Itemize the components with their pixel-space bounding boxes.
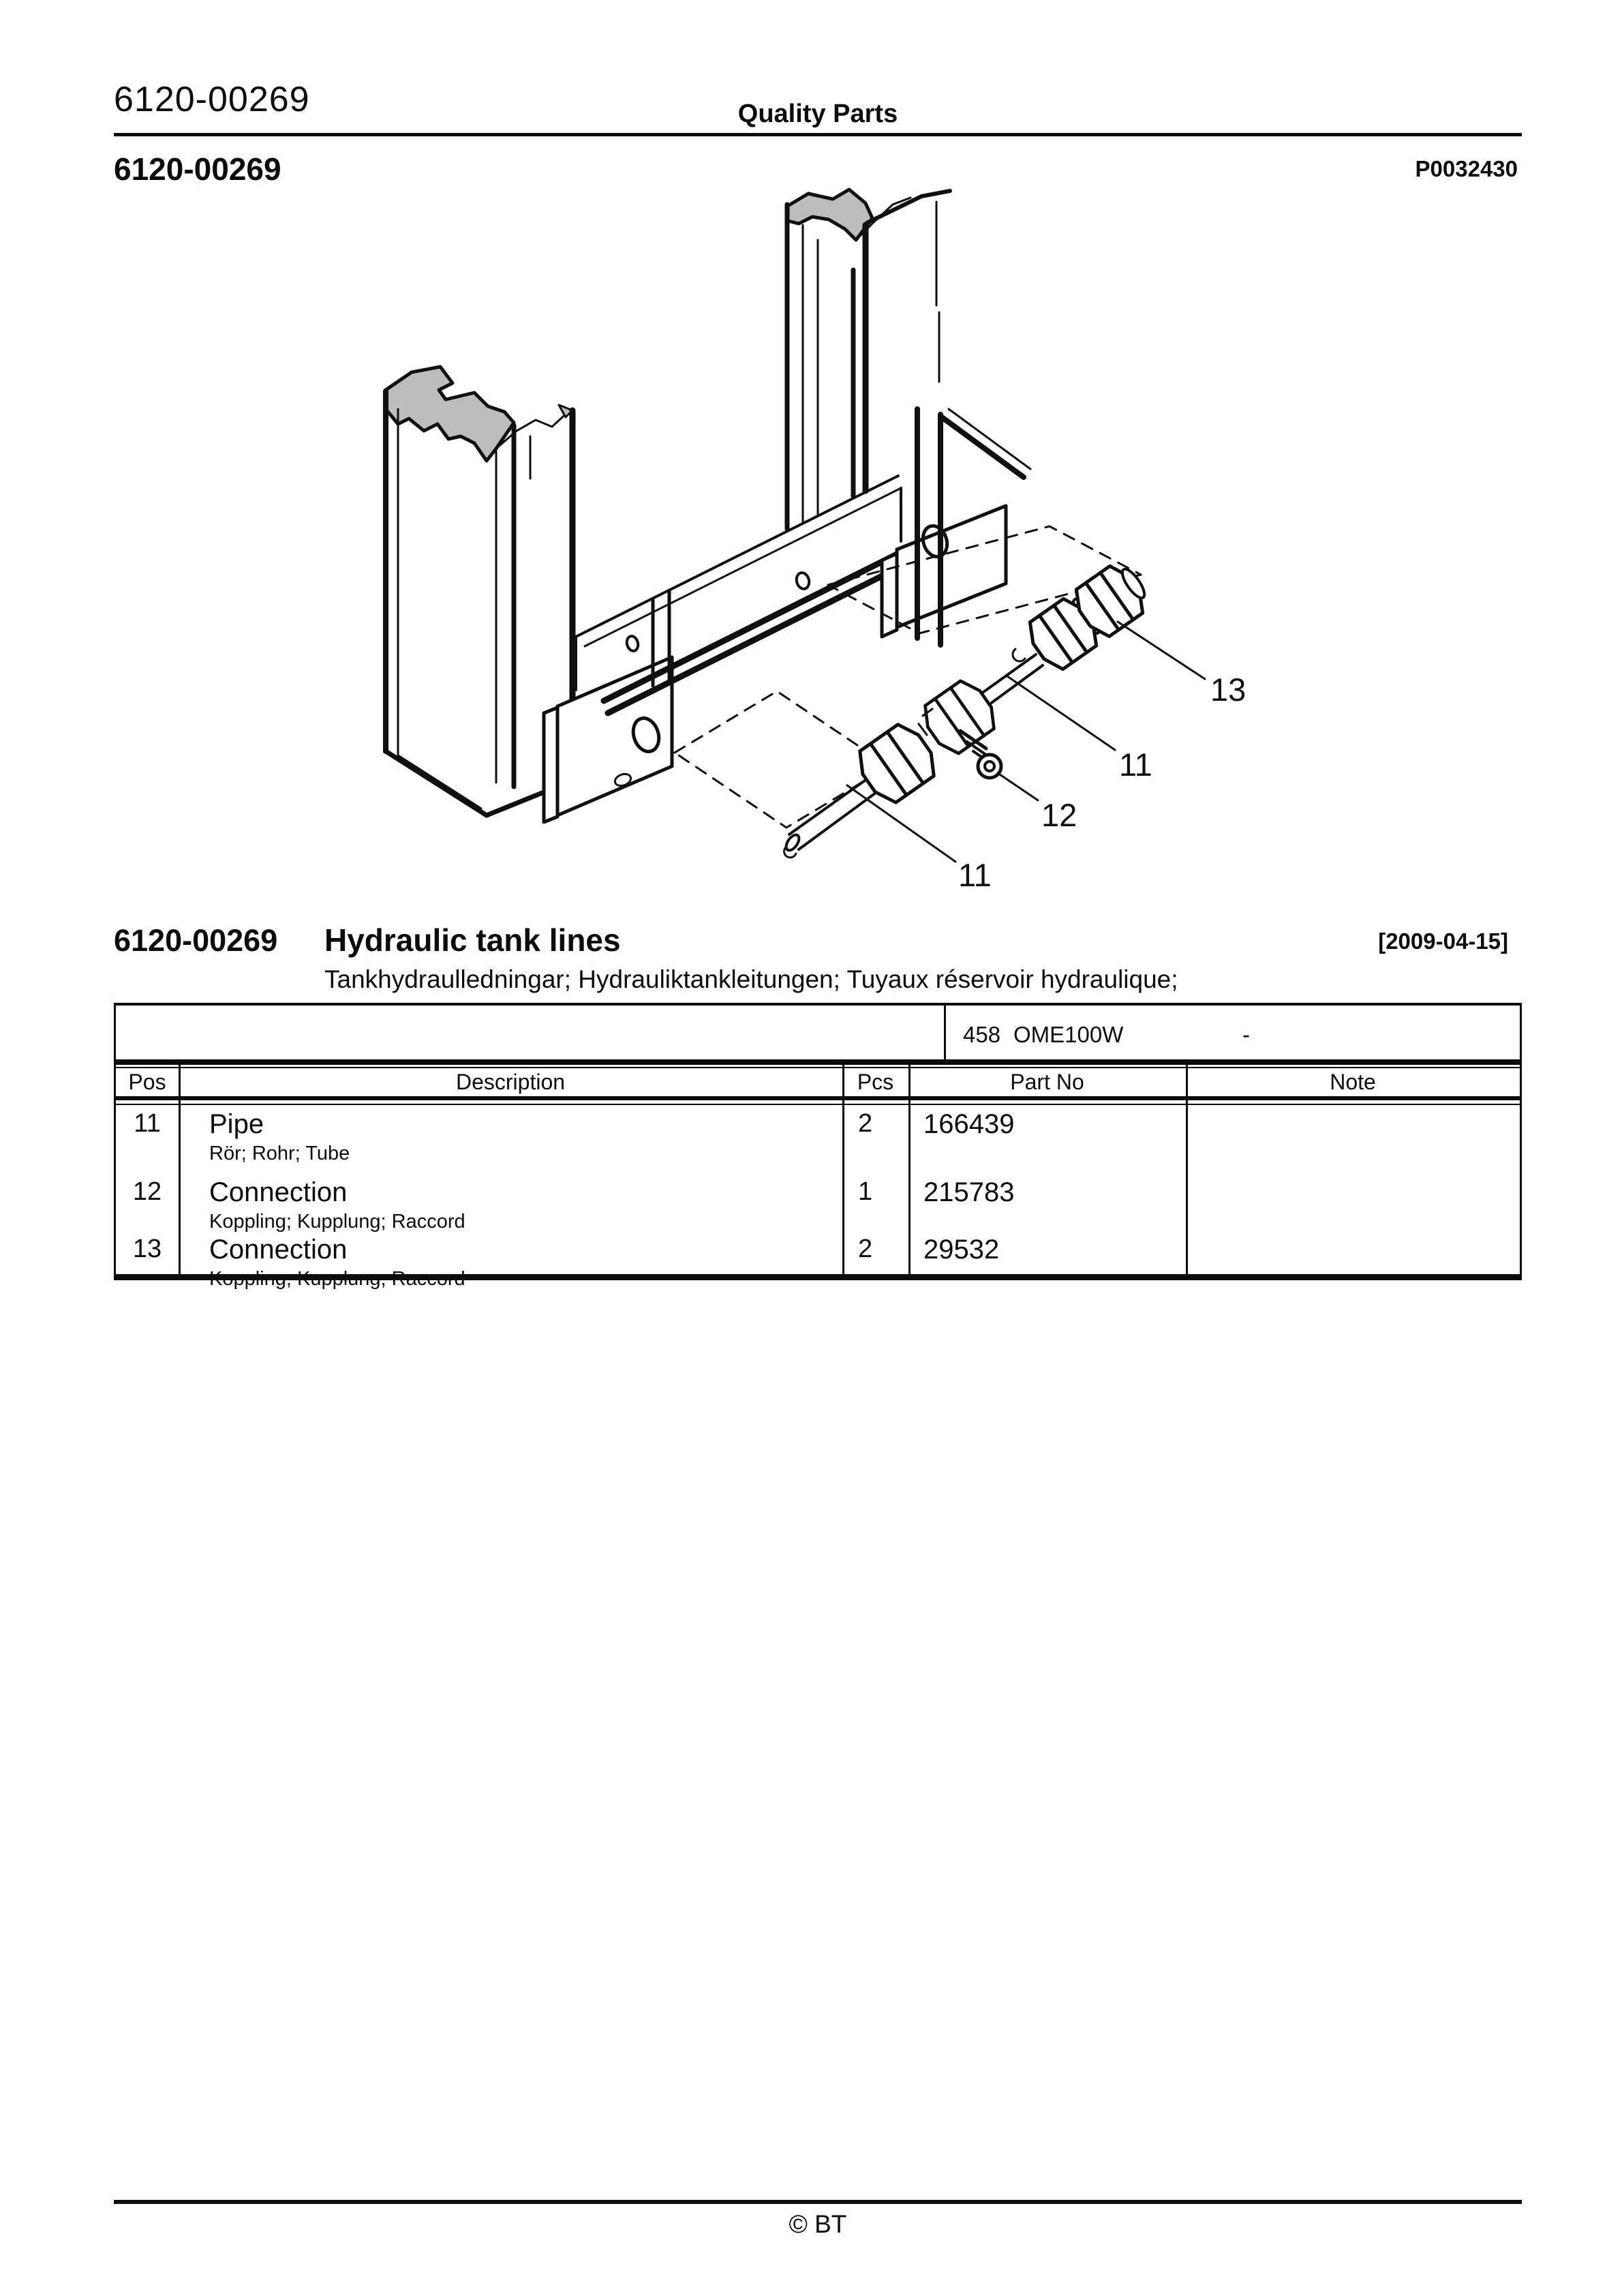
section-date: [2009-04-15] [1378,928,1508,954]
model-band-divider [944,1006,946,1059]
left-bracket-side [544,708,557,822]
col-description: Description [455,1070,566,1094]
leader-13 [1118,622,1205,679]
header-doc-number: 6120-00269 [114,80,310,119]
model-note: - [1242,1022,1250,1047]
row-pos: 12 [132,1177,162,1206]
print-number: P0032430 [1415,156,1518,181]
right-post-torn-edge [788,190,872,240]
row-pcs: 1 [858,1177,873,1206]
left-post-torn-edge [386,367,514,461]
column-divider [842,1059,844,1274]
col-pcs: Pcs [857,1070,894,1094]
row-description [179,1230,842,1290]
description-main: Connection [209,1177,348,1207]
leader-11-upper [1007,676,1115,750]
rail-hole-2 [795,571,811,590]
row-pos: 13 [132,1235,162,1263]
header-rule [114,133,1522,136]
footer-copyright: © BT [789,2210,847,2238]
row-description [179,1173,842,1233]
parts-table [114,1003,1522,1290]
cross-rail [576,476,898,637]
model-band [116,1006,1520,1059]
col-pos: Pos [128,1070,166,1094]
row-pos: 11 [134,1109,161,1138]
exploded-view-figure [327,170,1295,934]
header-title: Quality Parts [737,100,898,128]
description-translations: Rör; Rohr; Tube [209,1143,350,1164]
row-pcs: 2 [858,1109,873,1138]
footer-rule [114,2200,1522,2204]
leader-12 [998,773,1038,800]
col-note: Note [1330,1070,1376,1094]
column-divider [1186,1059,1188,1274]
row-part-no: 29532 [923,1235,1000,1265]
model-name: OME100W [1013,1022,1124,1047]
section-subtitle: Tankhydraulledningar; Hydrauliktankleitungen; Tuyaux réservoir hydraulique; [324,965,1178,993]
description-main: Connection [209,1235,348,1265]
section-title: Hydraulic tank lines [324,922,621,958]
column-divider [179,1059,181,1274]
gusset [942,417,1024,477]
table-row [116,1230,1520,1290]
callout-12: 12 [1041,797,1077,833]
table-row [116,1173,1520,1233]
row-part-no: 215783 [923,1177,1015,1207]
table-row [116,1105,1520,1173]
t-port [978,755,1001,778]
row-pcs: 2 [858,1235,873,1263]
right-bracket-plate [897,506,1006,627]
callout-13: 13 [1210,671,1246,708]
subheader-doc-number: 6120-00269 [114,151,281,187]
t-connection-nut [851,719,943,809]
description-translations: Koppling; Kupplung; Raccord [209,1211,465,1233]
rail-hole [625,635,639,652]
section-doc-number: 6120-00269 [114,923,278,958]
row-description [179,1105,842,1165]
callout-11-upper: 11 [1119,746,1152,783]
callout-11-lower: 11 [958,857,992,893]
model-code: 458 [963,1022,1001,1047]
table-header-row [116,1068,1520,1096]
col-part-no: Part No [1010,1070,1084,1094]
description-translations: Koppling; Kupplung; Raccord [209,1268,465,1290]
band-rule [116,1059,1520,1068]
column-divider [908,1059,911,1274]
header-rule2 [116,1096,1520,1105]
right-bracket-side [882,554,897,637]
row-part-no: 166439 [923,1109,1015,1139]
description-main: Pipe [209,1109,264,1139]
